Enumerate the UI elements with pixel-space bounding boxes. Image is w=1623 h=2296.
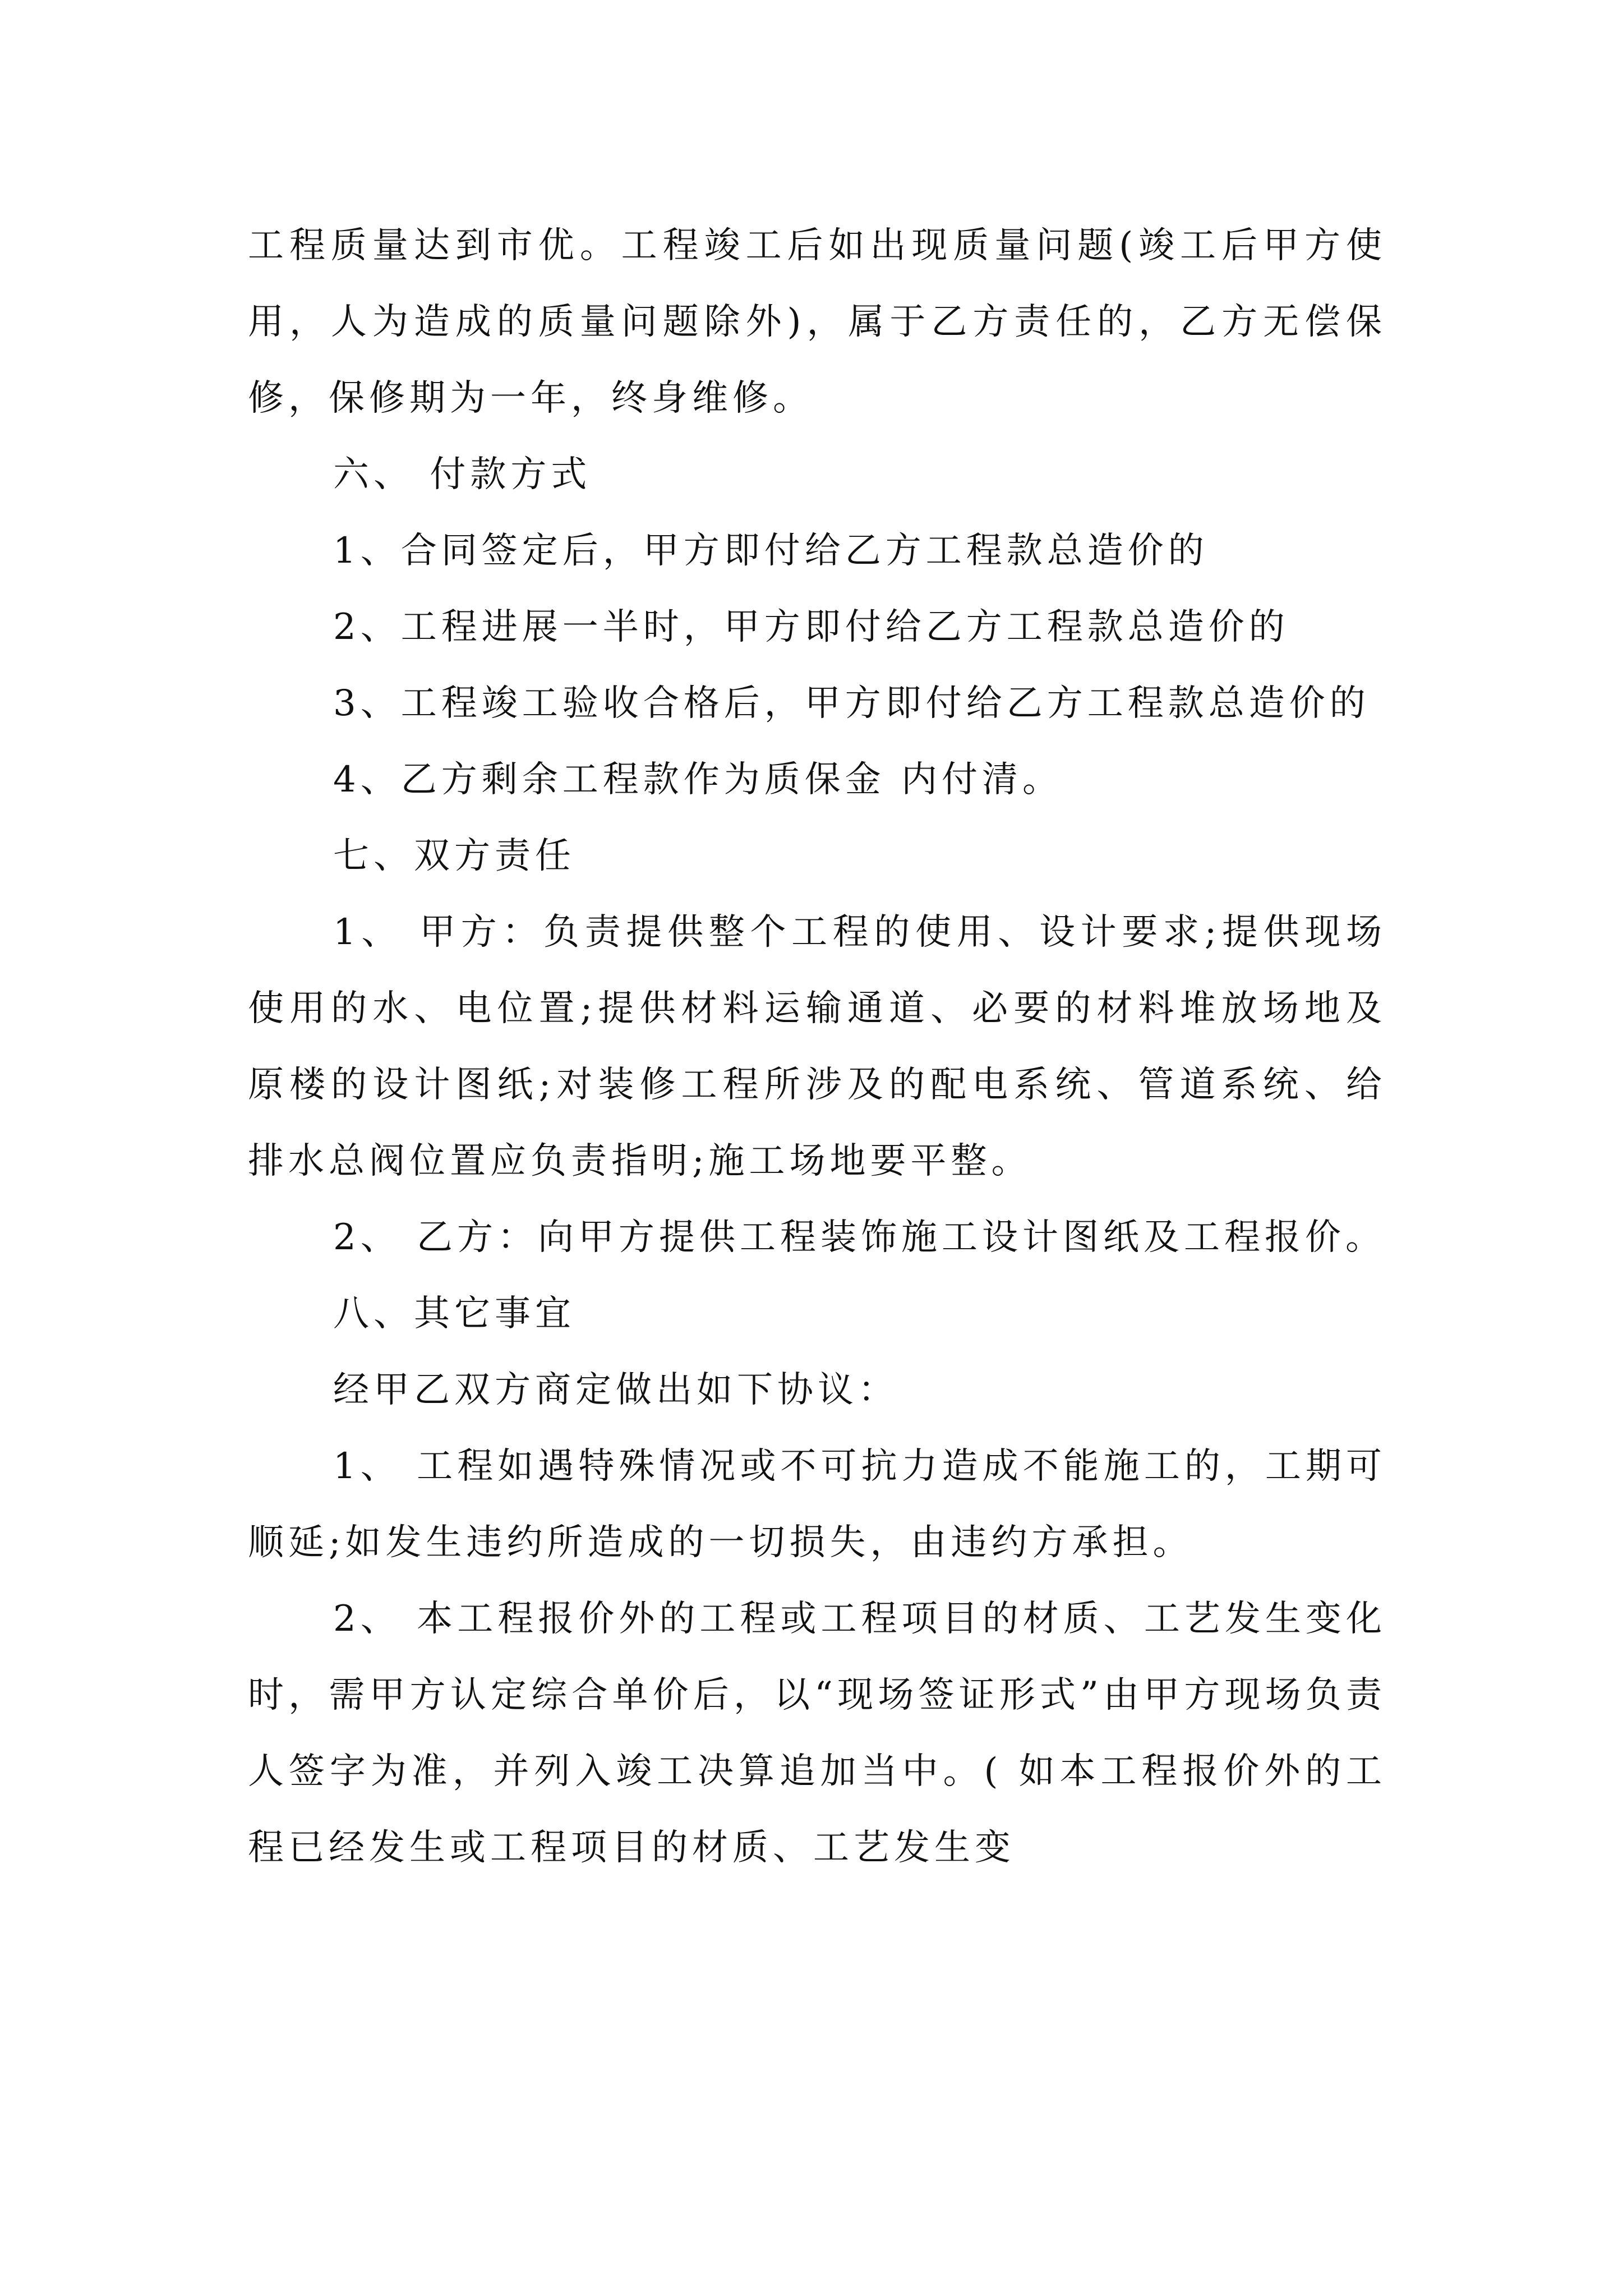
payment-item-4: 4、乙方剩余工程款作为质保金 内付清。 (333, 759, 1063, 800)
payment-item-1: 1、合同签定后，甲方即付给乙方工程款总造价的 (333, 530, 1209, 572)
document-body (248, 208, 1386, 1886)
agreement-item-1: 1、 工程如遇特殊情况或不可抗力造成不能施工的，工期可顺延;如发生违约所造成的一切损失，由违约方承担。 (248, 1446, 1386, 1563)
responsibility-party-b: 2、 乙方：向甲方提供工程装饰施工设计图纸及工程报价。 (333, 1217, 1386, 1258)
section-heading-responsibilities: 七、双方责任 (333, 835, 575, 877)
paragraph-quality-warranty: 工程质量达到市优。工程竣工后如出现质量问题(竣工后甲方使用，人为造成的质量问题除外)，属于乙方责任的，乙方无偿保修，保修期为一年，终身维修。 (248, 225, 1386, 419)
responsibility-party-a: 1、 甲方：负责提供整个工程的使用、设计要求;提供现场使用的水、电位置;提供材料运输通道、必要的材料堆放场地及原楼的设计图纸;对装修工程所涉及的配电系统、管道系统、给排水总阀位置应负责指明;施工场地要平整。 (248, 912, 1386, 1182)
agreement-item-2: 2、 本工程报价外的工程或工程项目的材质、工艺发生变化时，需甲方认定综合单价后，以“现场签证形式”由甲方现场负责人签字为准，并列入竣工决算追加当中。( 如本工程报价外的工程已经发生或工程项目的材质、工艺发生变 (248, 1598, 1386, 1869)
payment-item-2: 2、工程进展一半时，甲方即付给乙方工程款总造价的 (333, 606, 1289, 648)
payment-item-3: 3、工程竣工验收合格后，甲方即付给乙方工程款总造价的 (333, 683, 1370, 724)
section-heading-other: 八、其它事宜 (333, 1293, 575, 1335)
agreement-intro: 经甲乙双方商定做出如下协议： (333, 1369, 898, 1411)
section-heading-payment: 六、 付款方式 (333, 454, 592, 495)
